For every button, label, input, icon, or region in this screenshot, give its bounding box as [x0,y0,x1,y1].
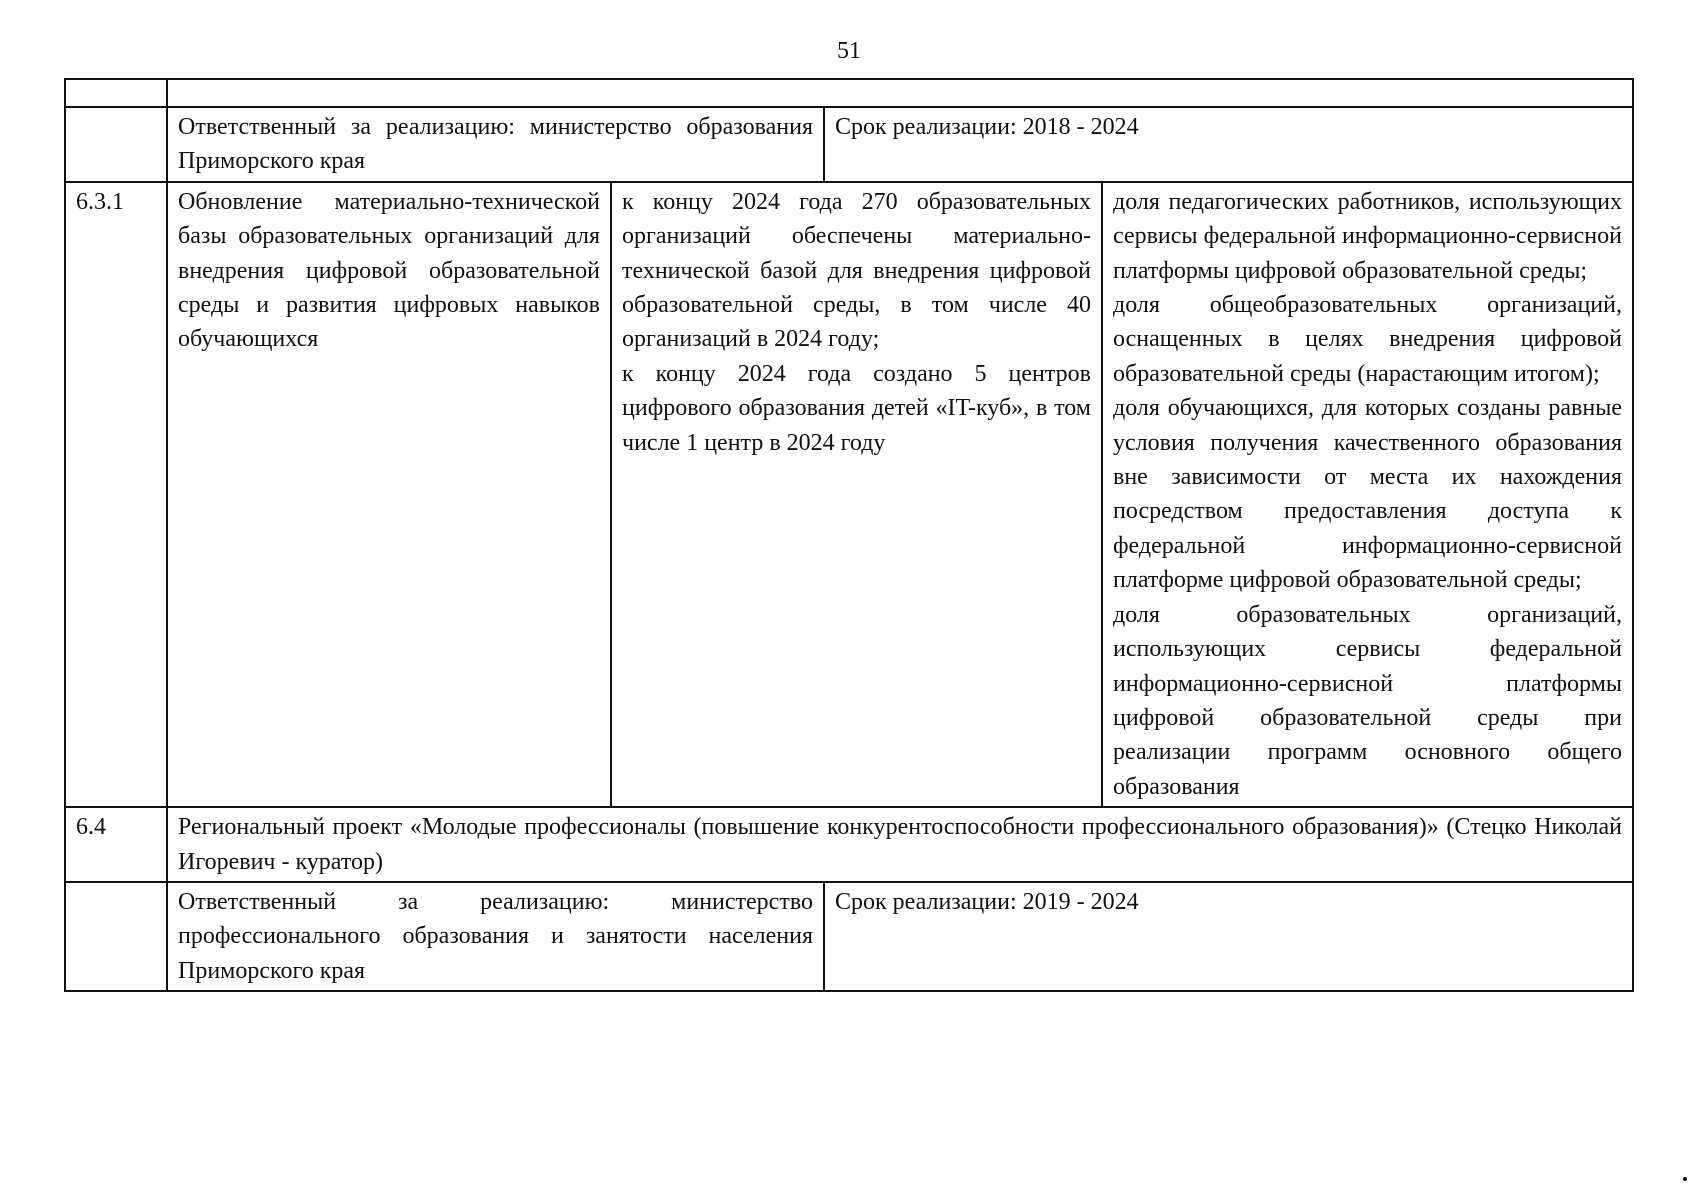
result-text: к концу 2024 года 270 образовательных организаций обеспечены материально-технической базой для внедрения цифровой образовательной среды, в том числе 40 организаций в 2024 году; [622,188,1091,353]
item-name-cell: Обновление материально-технической базы образовательных организаций для внедрения цифровой образовательной среды и развития цифровых навыков обучающихся [167,182,611,807]
cell-empty [167,79,1633,107]
term-cell: Срок реализации: 2019 - 2024 [824,882,1633,991]
result-text: к концу 2024 года создано 5 центров цифрового образования детей «IT-куб», в том числе 1 центр в 2024 году [622,360,1091,456]
item-number-cell: 6.4 [65,807,167,882]
item-results-cell [611,182,1102,807]
scan-speck [1683,1177,1687,1181]
indicator-text: доля образовательных организаций, использующих сервисы федеральной информационно-сервисной платформы цифровой образовательной среды при реализации программ основного общего образования [1113,601,1622,800]
page-number: 51 [837,38,861,64]
cell-empty [65,882,167,991]
item-number-cell: 6.3.1 [65,182,167,807]
project-title-cell: Региональный проект «Молодые профессионалы (повышение конкурентоспособности профессионального образования)» (Стецко Николай Игоревич - куратор) [167,807,1633,882]
table-row-responsible-1 [65,107,1633,182]
item-indicators-cell [1102,182,1633,807]
indicator-text: доля обучающихся, для которых созданы равные условия получения качественного образования вне зависимости от места их нахождения посредством предоставления доступа к федеральной информационно-сервисной платформе цифровой образовательной среды; [1113,395,1622,594]
term-cell: Срок реализации: 2018 - 2024 [824,107,1633,182]
responsible-cell: Ответственный за реализацию: министерство образования Приморского края [167,107,824,182]
table-row-6-3-1 [65,182,1633,807]
indicator-text: доля педагогических работников, использующих сервисы федеральной информационно-сервисной платформы цифровой образовательной среды; [1113,188,1622,284]
table-row-6-4 [65,807,1633,882]
table-row-blank [65,79,1633,107]
cell-empty [65,107,167,182]
cell-empty [65,79,167,107]
responsible-cell: Ответственный за реализацию: министерство профессионального образования и занятости населения Приморского края [167,882,824,991]
document-table [64,78,1634,992]
indicator-text: доля общеобразовательных организаций, оснащенных в целях внедрения цифровой образовательной среды (нарастающим итогом); [1113,292,1622,387]
table-row-responsible-2 [65,882,1633,991]
